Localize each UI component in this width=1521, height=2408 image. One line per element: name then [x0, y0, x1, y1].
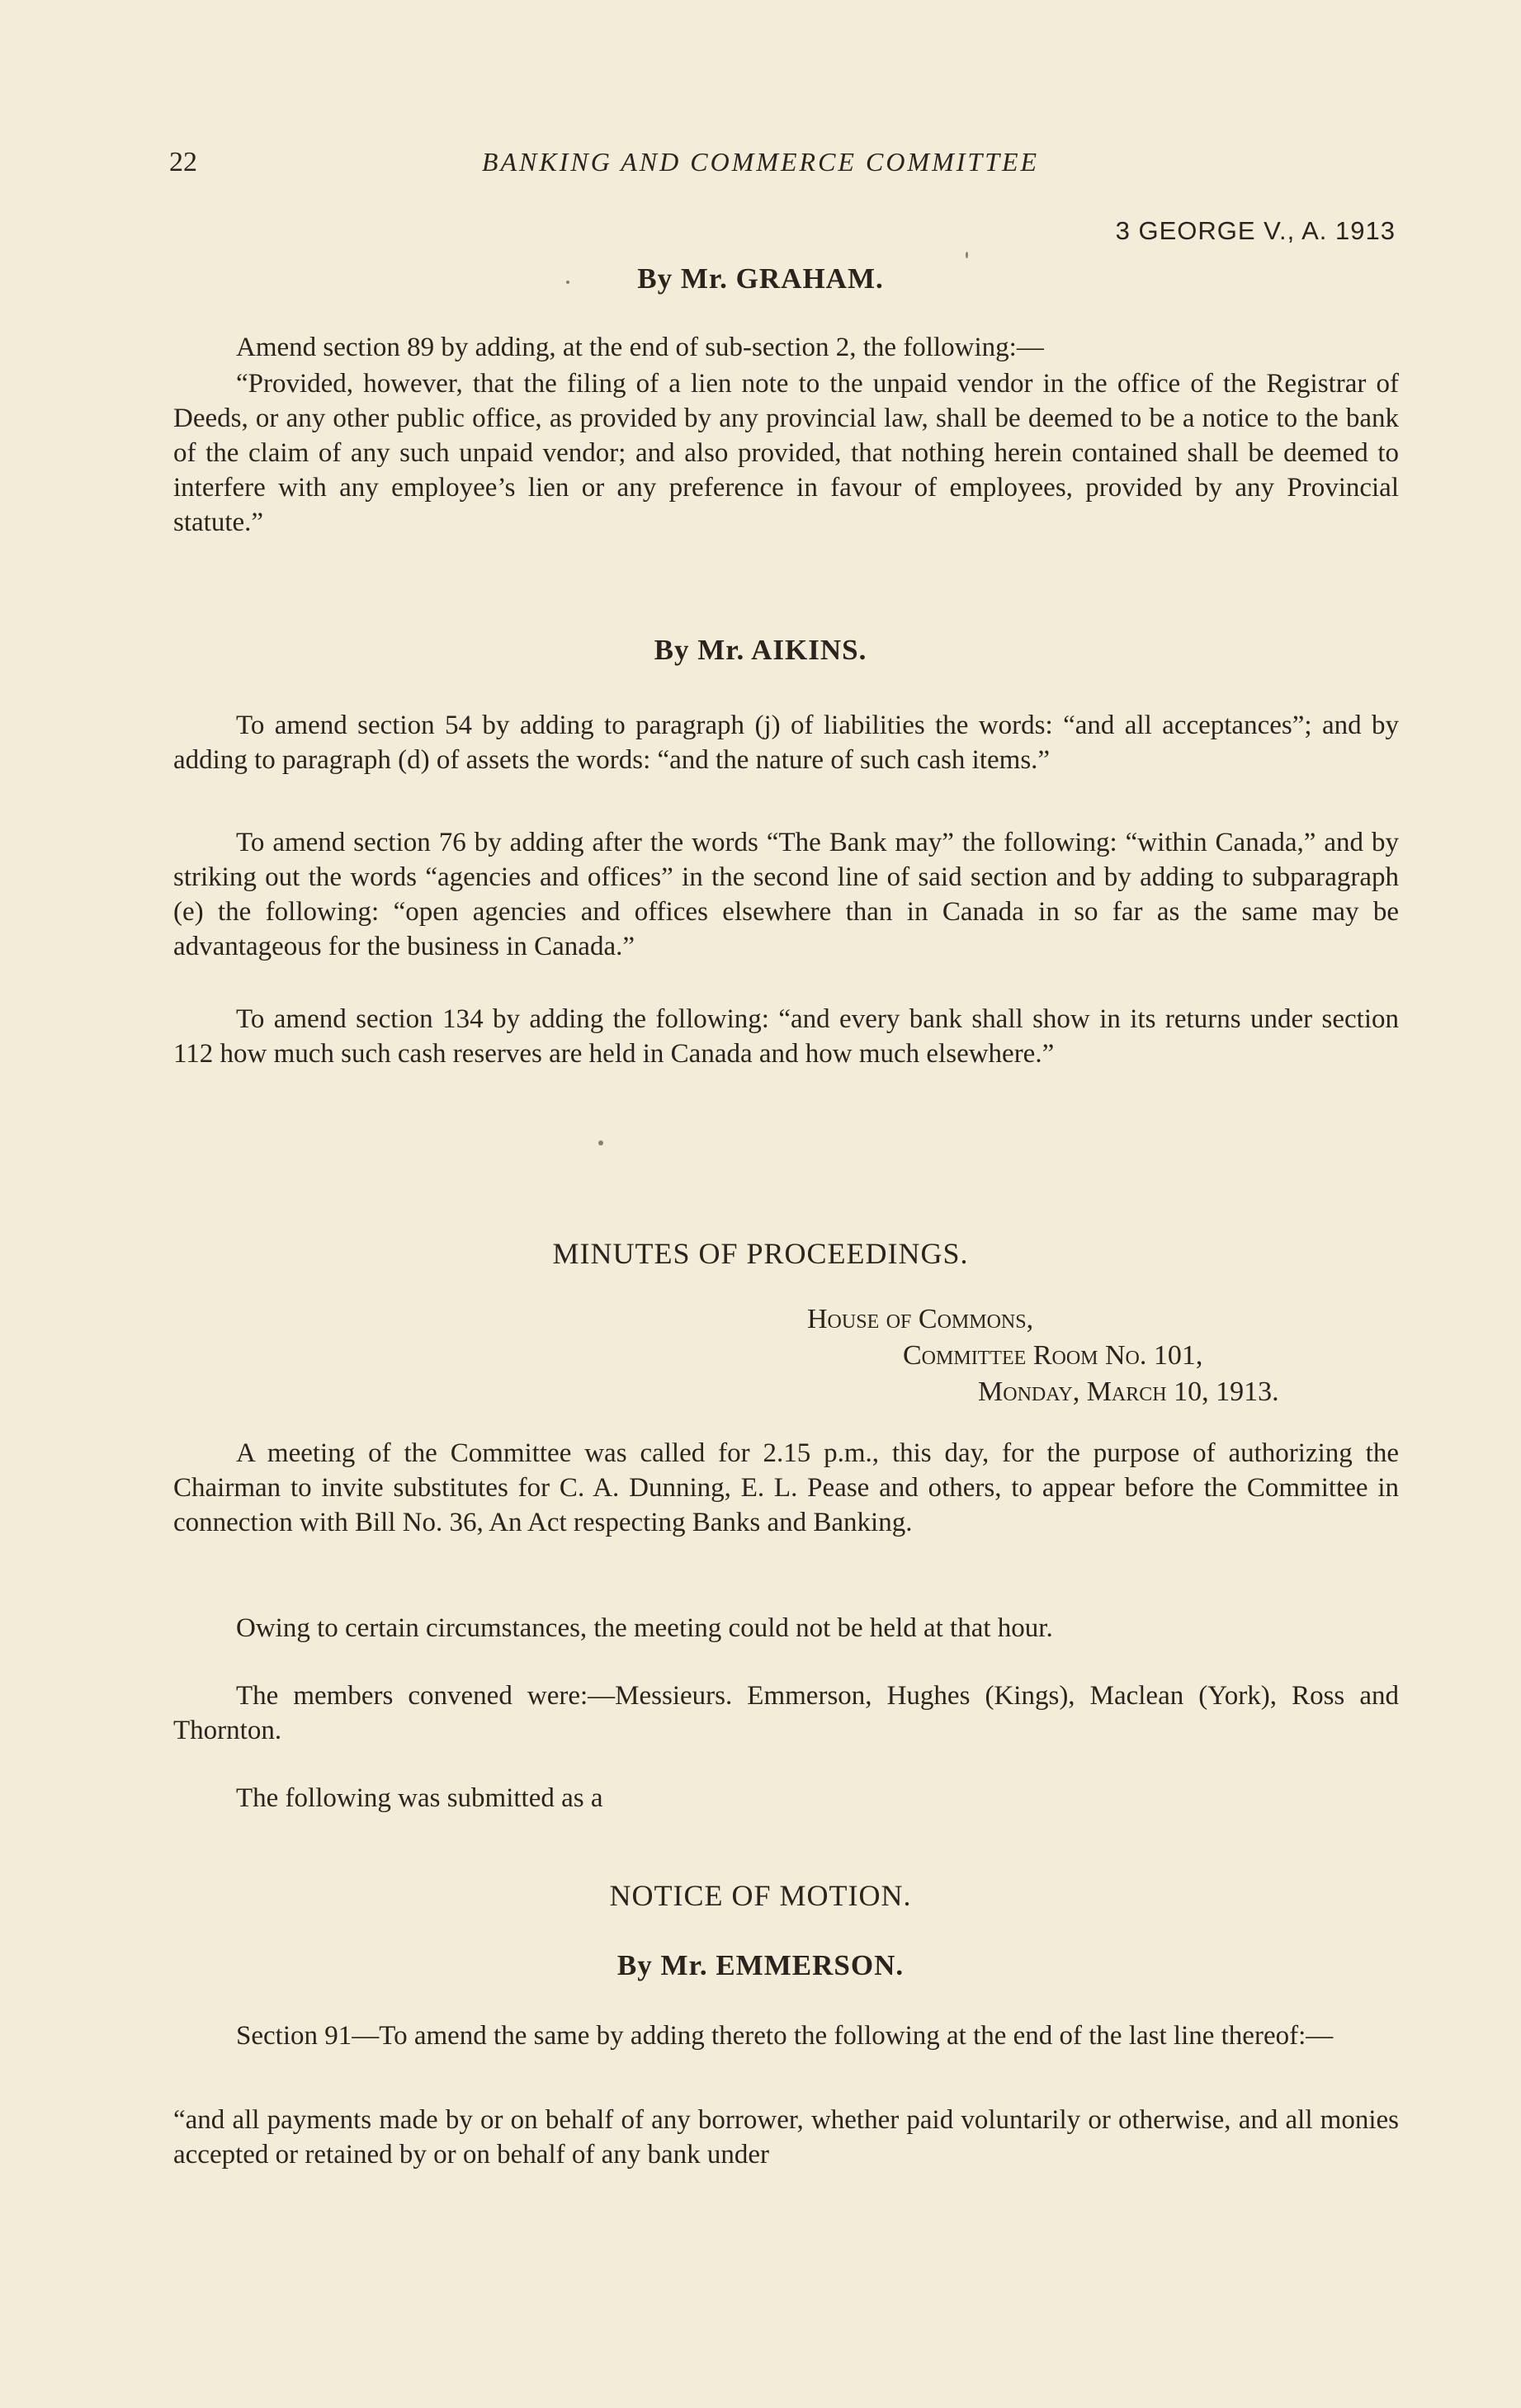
minutes-paragraph-3: The members convened were:—Messieurs. Emmerson, Hughes (Kings), Maclean (York), Ross and Thornton. — [173, 1681, 1399, 1745]
address-house: House of Commons, — [807, 1304, 1034, 1334]
graham-paragraph-1: Amend section 89 by adding, at the end of sub-section 2, the following:— — [236, 333, 1044, 362]
heading-notice: NOTICE OF MOTION. — [609, 1879, 912, 1912]
minutes-paragraph-1: A meeting of the Committee was called for 2.15 p.m., this day, for the purpose of authorizing the Chairman to invite substitutes for C. A. Dunning, E. L. Pease and others, to appear before the Committee in connection with Bill No. 36, An Act respecting Banks and Banking. — [173, 1438, 1399, 1537]
session-label: 3 GEORGE V., A. 1913 — [1115, 216, 1396, 245]
page-number: 22 — [169, 147, 197, 177]
heading-emmerson: By Mr. EMMERSON. — [616, 1949, 905, 1981]
notice-paragraph-1: Section 91—To amend the same by adding thereto the following at the end of the last line thereof:— — [236, 2021, 1334, 2051]
address-date: Monday, March 10, 1913. — [978, 1376, 1279, 1407]
paper-speck — [598, 1140, 603, 1145]
aikins-paragraph-2: To amend section 76 by adding after the words “The Bank may” the following: “within Canada,” and by striking out the words “agencies and offices” in the second line of said section and by adding to subparagraph (e) the following: “open agencies and offices elsewhere than in Canada in so far as the same may be advantageous for the business in Canada.” — [173, 828, 1399, 961]
notice-paragraph-2: “and all payments made by or on behalf of any borrower, whether paid voluntarily or otherwise, and all monies accepted or retained by or on behalf of any bank under — [173, 2105, 1399, 2170]
heading-aikins: By Mr. AIKINS. — [654, 634, 867, 666]
paper-speck — [566, 281, 569, 284]
paper-speck — [966, 252, 968, 258]
minutes-paragraph-2: Owing to certain circumstances, the meeting could not be held at that hour. — [236, 1613, 1053, 1643]
heading-minutes: MINUTES OF PROCEEDINGS. — [552, 1237, 969, 1270]
minutes-paragraph-4: The following was submitted as a — [236, 1783, 603, 1813]
graham-paragraph-2: “Provided, however, that the filing of a lien note to the unpaid vendor in the office of the Registrar of Deeds, or any other public office, as provided by any provincial law, shall be deemed to be a notice to the bank of the claim of any such unpaid vendor; and also provided, that nothing herein contained shall be deemed to interfere with any employee’s lien or any preference in favour of employees, provided by any Provincial statute.” — [173, 369, 1399, 537]
aikins-paragraph-1: To amend section 54 by adding to paragraph (j) of liabilities the words: “and all acceptances”; and by adding to paragraph (d) of assets the words: “and the nature of such cash items.” — [173, 711, 1399, 775]
running-title: BANKING AND COMMERCE COMMITTEE — [481, 147, 1040, 177]
aikins-paragraph-3: To amend section 134 by adding the following: “and every bank shall show in its returns under section 112 how much such cash reserves are held in Canada and how much elsewhere.” — [173, 1004, 1399, 1069]
address-room: Committee Room No. 101, — [903, 1340, 1203, 1371]
heading-graham: By Mr. GRAHAM. — [637, 262, 884, 295]
